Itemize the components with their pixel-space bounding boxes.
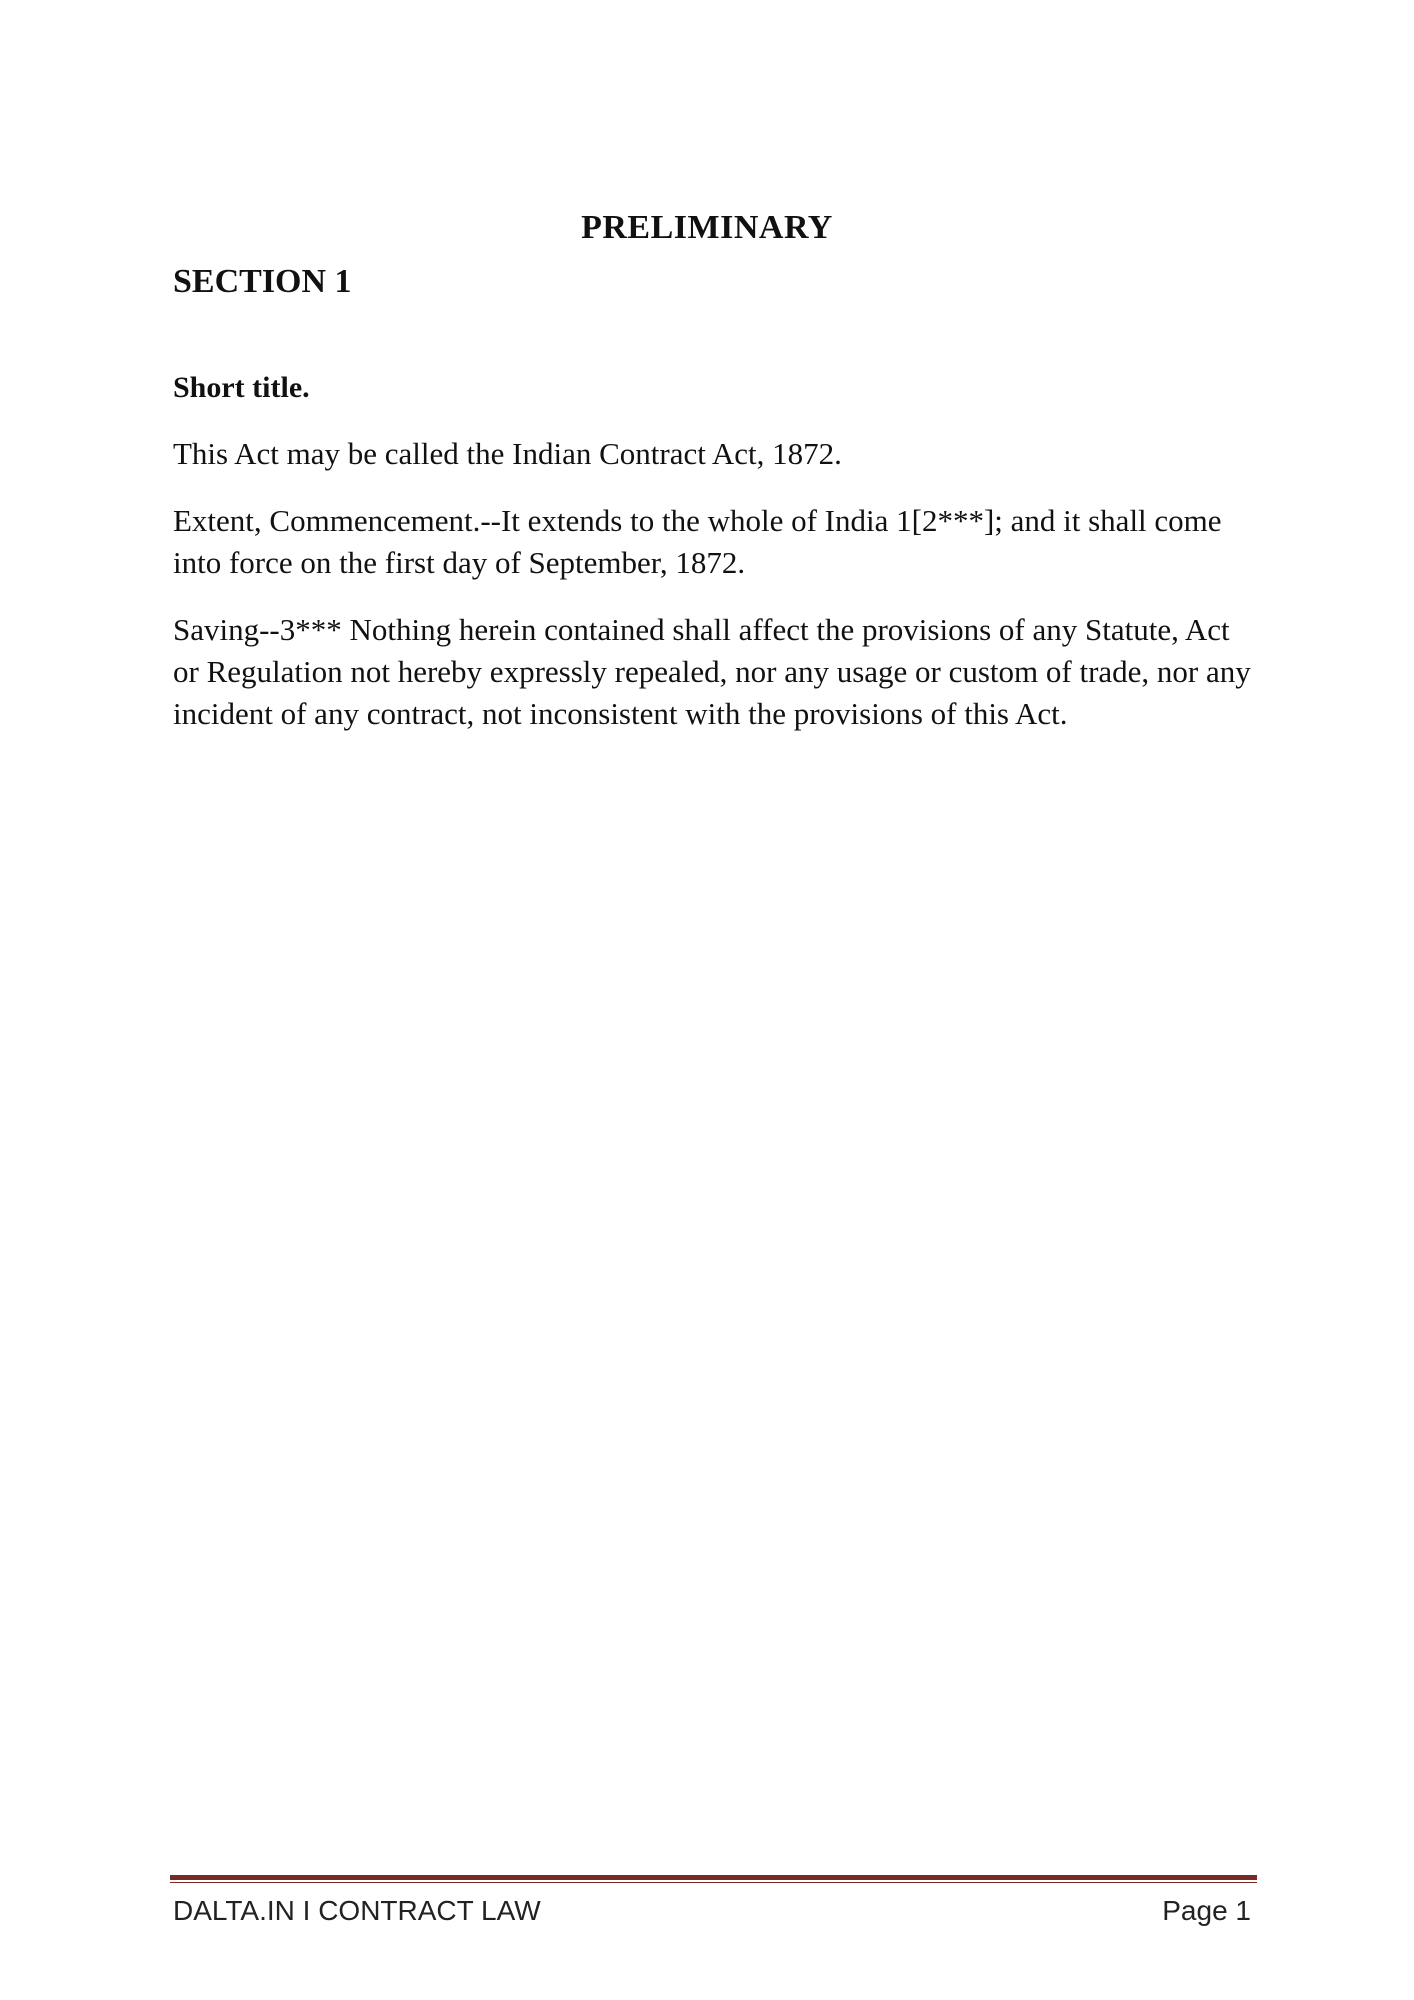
paragraph-short-title: This Act may be called the Indian Contract Act, 1872. — [173, 436, 842, 471]
footer-rule-thin — [170, 1882, 1257, 1883]
page-heading: PRELIMINARY — [581, 209, 833, 246]
paragraph-saving: Saving--3*** Nothing herein contained shall affect the provisions of any Statute, Act or Regulation not hereby expressly repealed, nor any usage or custom of trade, nor any incident of any contract, not inconsistent with the provisions of this Act. — [173, 612, 1251, 731]
footer-page-number: Page 1 — [1162, 1895, 1251, 1926]
footer-rule — [170, 1875, 1257, 1884]
paragraph-extent-commencement: Extent, Commencement.--It extends to the whole of India 1[2***]; and it shall come into force on the first day of September, 1872. — [173, 503, 1222, 580]
short-title-heading: Short title. — [173, 371, 310, 404]
footer-source: DALTA.IN I CONTRACT LAW — [173, 1895, 541, 1926]
footer-rule-thick — [170, 1875, 1257, 1880]
section-heading: SECTION 1 — [173, 263, 352, 300]
